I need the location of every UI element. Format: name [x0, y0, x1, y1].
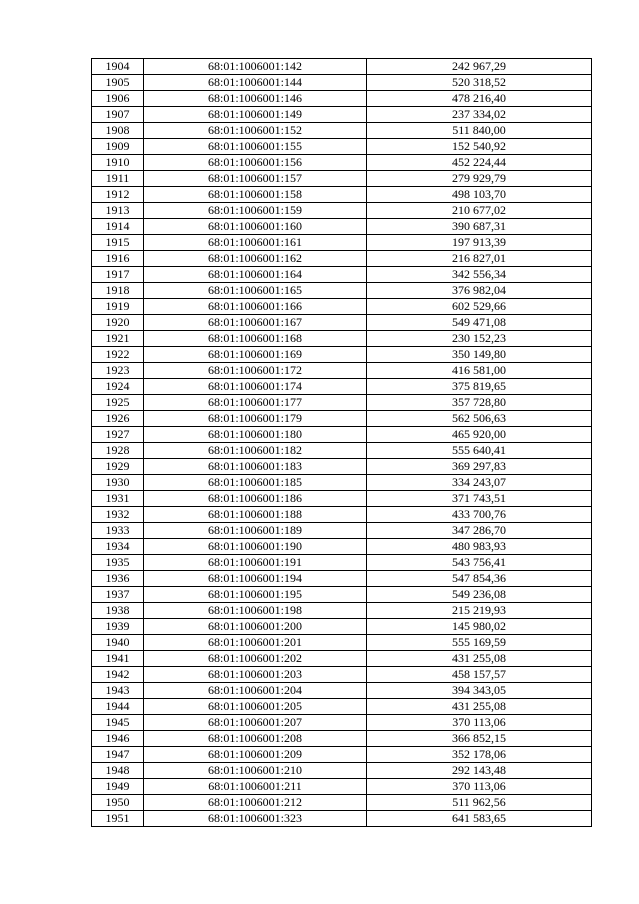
cadastral-number-cell: 68:01:1006001:164 [144, 267, 367, 283]
row-number-cell: 1907 [92, 107, 144, 123]
table-row [92, 299, 592, 315]
cadastral-value-cell: 347 286,70 [367, 523, 592, 539]
cadastral-number-cell: 68:01:1006001:180 [144, 427, 367, 443]
row-number-cell: 1922 [92, 347, 144, 363]
cadastral-number-cell: 68:01:1006001:160 [144, 219, 367, 235]
cadastral-number-cell: 68:01:1006001:211 [144, 779, 367, 795]
row-number-cell: 1918 [92, 283, 144, 299]
cadastral-number-cell: 68:01:1006001:156 [144, 155, 367, 171]
table-row [92, 91, 592, 107]
table-row [92, 251, 592, 267]
row-number-cell: 1929 [92, 459, 144, 475]
table-row [92, 459, 592, 475]
cadastral-number-cell: 68:01:1006001:323 [144, 811, 367, 827]
cadastral-number-cell: 68:01:1006001:142 [144, 59, 367, 75]
cadastral-value-cell: 555 640,41 [367, 443, 592, 459]
table-row [92, 667, 592, 683]
row-number-cell: 1944 [92, 699, 144, 715]
cadastral-number-cell: 68:01:1006001:162 [144, 251, 367, 267]
table-row [92, 811, 592, 827]
row-number-cell: 1940 [92, 635, 144, 651]
cadastral-number-cell: 68:01:1006001:205 [144, 699, 367, 715]
row-number-cell: 1937 [92, 587, 144, 603]
table-row [92, 507, 592, 523]
row-number-cell: 1925 [92, 395, 144, 411]
cadastral-number-cell: 68:01:1006001:194 [144, 571, 367, 587]
row-number-cell: 1931 [92, 491, 144, 507]
cadastral-number-cell: 68:01:1006001:198 [144, 603, 367, 619]
cadastral-value-cell: 478 216,40 [367, 91, 592, 107]
table-row [92, 315, 592, 331]
cadastral-value-cell: 416 581,00 [367, 363, 592, 379]
row-number-cell: 1912 [92, 187, 144, 203]
cadastral-number-cell: 68:01:1006001:179 [144, 411, 367, 427]
cadastral-number-cell: 68:01:1006001:157 [144, 171, 367, 187]
table-row [92, 363, 592, 379]
cadastral-value-cell: 458 157,57 [367, 667, 592, 683]
row-number-cell: 1926 [92, 411, 144, 427]
cadastral-number-cell: 68:01:1006001:146 [144, 91, 367, 107]
cadastral-value-cell: 279 929,79 [367, 171, 592, 187]
cadastral-number-cell: 68:01:1006001:210 [144, 763, 367, 779]
row-number-cell: 1941 [92, 651, 144, 667]
row-number-cell: 1920 [92, 315, 144, 331]
cadastral-value-cell: 334 243,07 [367, 475, 592, 491]
table-row [92, 331, 592, 347]
table-row [92, 123, 592, 139]
cadastral-number-cell: 68:01:1006001:161 [144, 235, 367, 251]
cadastral-number-cell: 68:01:1006001:152 [144, 123, 367, 139]
table-row [92, 491, 592, 507]
row-number-cell: 1938 [92, 603, 144, 619]
cadastral-number-cell: 68:01:1006001:203 [144, 667, 367, 683]
cadastral-number-cell: 68:01:1006001:202 [144, 651, 367, 667]
cadastral-number-cell: 68:01:1006001:200 [144, 619, 367, 635]
cadastral-number-cell: 68:01:1006001:190 [144, 539, 367, 555]
cadastral-value-table [91, 58, 592, 827]
row-number-cell: 1939 [92, 619, 144, 635]
cadastral-value-cell: 433 700,76 [367, 507, 592, 523]
cadastral-value-cell: 641 583,65 [367, 811, 592, 827]
cadastral-value-cell: 237 334,02 [367, 107, 592, 123]
row-number-cell: 1917 [92, 267, 144, 283]
row-number-cell: 1935 [92, 555, 144, 571]
row-number-cell: 1916 [92, 251, 144, 267]
row-number-cell: 1928 [92, 443, 144, 459]
cadastral-value-cell: 562 506,63 [367, 411, 592, 427]
row-number-cell: 1905 [92, 75, 144, 91]
cadastral-value-cell: 452 224,44 [367, 155, 592, 171]
cadastral-value-cell: 292 143,48 [367, 763, 592, 779]
cadastral-value-cell: 145 980,02 [367, 619, 592, 635]
cadastral-value-cell: 555 169,59 [367, 635, 592, 651]
table-row [92, 731, 592, 747]
row-number-cell: 1904 [92, 59, 144, 75]
cadastral-number-cell: 68:01:1006001:183 [144, 459, 367, 475]
cadastral-value-cell: 216 827,01 [367, 251, 592, 267]
table-row [92, 555, 592, 571]
cadastral-number-cell: 68:01:1006001:169 [144, 347, 367, 363]
row-number-cell: 1946 [92, 731, 144, 747]
table-row [92, 187, 592, 203]
cadastral-number-cell: 68:01:1006001:204 [144, 683, 367, 699]
cadastral-value-cell: 350 149,80 [367, 347, 592, 363]
row-number-cell: 1915 [92, 235, 144, 251]
table-row [92, 139, 592, 155]
table-row [92, 699, 592, 715]
cadastral-value-cell: 520 318,52 [367, 75, 592, 91]
cadastral-value-cell: 375 819,65 [367, 379, 592, 395]
row-number-cell: 1910 [92, 155, 144, 171]
table-row [92, 155, 592, 171]
cadastral-value-cell: 394 343,05 [367, 683, 592, 699]
row-number-cell: 1914 [92, 219, 144, 235]
table-row [92, 475, 592, 491]
row-number-cell: 1943 [92, 683, 144, 699]
cadastral-value-cell: 547 854,36 [367, 571, 592, 587]
cadastral-value-cell: 511 962,56 [367, 795, 592, 811]
cadastral-number-cell: 68:01:1006001:167 [144, 315, 367, 331]
row-number-cell: 1947 [92, 747, 144, 763]
row-number-cell: 1930 [92, 475, 144, 491]
cadastral-number-cell: 68:01:1006001:165 [144, 283, 367, 299]
table-row [92, 795, 592, 811]
cadastral-value-cell: 352 178,06 [367, 747, 592, 763]
cadastral-number-cell: 68:01:1006001:174 [144, 379, 367, 395]
cadastral-value-cell: 210 677,02 [367, 203, 592, 219]
row-number-cell: 1913 [92, 203, 144, 219]
row-number-cell: 1948 [92, 763, 144, 779]
cadastral-value-cell: 465 920,00 [367, 427, 592, 443]
cadastral-number-cell: 68:01:1006001:166 [144, 299, 367, 315]
cadastral-value-cell: 376 982,04 [367, 283, 592, 299]
cadastral-number-cell: 68:01:1006001:186 [144, 491, 367, 507]
table-row [92, 779, 592, 795]
row-number-cell: 1933 [92, 523, 144, 539]
cadastral-number-cell: 68:01:1006001:158 [144, 187, 367, 203]
table-row [92, 395, 592, 411]
table-row [92, 603, 592, 619]
cadastral-value-cell: 371 743,51 [367, 491, 592, 507]
table-row [92, 427, 592, 443]
table-row [92, 219, 592, 235]
cadastral-value-cell: 543 756,41 [367, 555, 592, 571]
table-row [92, 635, 592, 651]
cadastral-number-cell: 68:01:1006001:159 [144, 203, 367, 219]
table-row [92, 747, 592, 763]
table-row [92, 587, 592, 603]
cadastral-value-cell: 197 913,39 [367, 235, 592, 251]
row-number-cell: 1932 [92, 507, 144, 523]
cadastral-value-cell: 230 152,23 [367, 331, 592, 347]
cadastral-value-cell: 498 103,70 [367, 187, 592, 203]
row-number-cell: 1934 [92, 539, 144, 555]
table-row [92, 75, 592, 91]
table-row [92, 523, 592, 539]
cadastral-number-cell: 68:01:1006001:207 [144, 715, 367, 731]
table-row [92, 411, 592, 427]
table-row [92, 347, 592, 363]
cadastral-value-cell: 370 113,06 [367, 779, 592, 795]
table-row [92, 203, 592, 219]
table-row [92, 379, 592, 395]
cadastral-number-cell: 68:01:1006001:191 [144, 555, 367, 571]
row-number-cell: 1906 [92, 91, 144, 107]
cadastral-value-cell: 602 529,66 [367, 299, 592, 315]
table-row [92, 571, 592, 587]
cadastral-number-cell: 68:01:1006001:208 [144, 731, 367, 747]
cadastral-value-cell: 215 219,93 [367, 603, 592, 619]
row-number-cell: 1923 [92, 363, 144, 379]
cadastral-number-cell: 68:01:1006001:172 [144, 363, 367, 379]
cadastral-number-cell: 68:01:1006001:189 [144, 523, 367, 539]
cadastral-number-cell: 68:01:1006001:195 [144, 587, 367, 603]
cadastral-value-cell: 357 728,80 [367, 395, 592, 411]
row-number-cell: 1909 [92, 139, 144, 155]
cadastral-value-cell: 342 556,34 [367, 267, 592, 283]
cadastral-number-cell: 68:01:1006001:155 [144, 139, 367, 155]
cadastral-number-cell: 68:01:1006001:182 [144, 443, 367, 459]
cadastral-value-cell: 366 852,15 [367, 731, 592, 747]
cadastral-value-cell: 431 255,08 [367, 699, 592, 715]
table-row [92, 267, 592, 283]
cadastral-value-cell: 549 471,08 [367, 315, 592, 331]
cadastral-value-cell: 549 236,08 [367, 587, 592, 603]
table-row [92, 539, 592, 555]
cadastral-value-cell: 369 297,83 [367, 459, 592, 475]
cadastral-value-cell: 152 540,92 [367, 139, 592, 155]
row-number-cell: 1951 [92, 811, 144, 827]
row-number-cell: 1949 [92, 779, 144, 795]
row-number-cell: 1921 [92, 331, 144, 347]
table-row [92, 107, 592, 123]
cadastral-number-cell: 68:01:1006001:212 [144, 795, 367, 811]
row-number-cell: 1936 [92, 571, 144, 587]
table-row [92, 235, 592, 251]
row-number-cell: 1945 [92, 715, 144, 731]
row-number-cell: 1911 [92, 171, 144, 187]
cadastral-number-cell: 68:01:1006001:168 [144, 331, 367, 347]
cadastral-number-cell: 68:01:1006001:188 [144, 507, 367, 523]
cadastral-value-cell: 511 840,00 [367, 123, 592, 139]
row-number-cell: 1942 [92, 667, 144, 683]
cadastral-number-cell: 68:01:1006001:144 [144, 75, 367, 91]
cadastral-number-cell: 68:01:1006001:185 [144, 475, 367, 491]
table-row [92, 715, 592, 731]
row-number-cell: 1950 [92, 795, 144, 811]
table-body [92, 59, 592, 827]
cadastral-value-cell: 242 967,29 [367, 59, 592, 75]
table-row [92, 283, 592, 299]
row-number-cell: 1924 [92, 379, 144, 395]
cadastral-number-cell: 68:01:1006001:209 [144, 747, 367, 763]
cadastral-value-cell: 431 255,08 [367, 651, 592, 667]
row-number-cell: 1908 [92, 123, 144, 139]
table-row [92, 171, 592, 187]
table-row [92, 763, 592, 779]
cadastral-number-cell: 68:01:1006001:201 [144, 635, 367, 651]
table-row [92, 443, 592, 459]
row-number-cell: 1919 [92, 299, 144, 315]
cadastral-value-cell: 390 687,31 [367, 219, 592, 235]
cadastral-number-cell: 68:01:1006001:149 [144, 107, 367, 123]
cadastral-value-cell: 480 983,93 [367, 539, 592, 555]
table-row [92, 59, 592, 75]
table-row [92, 683, 592, 699]
row-number-cell: 1927 [92, 427, 144, 443]
table-row [92, 619, 592, 635]
cadastral-value-cell: 370 113,06 [367, 715, 592, 731]
cadastral-number-cell: 68:01:1006001:177 [144, 395, 367, 411]
table-row [92, 651, 592, 667]
